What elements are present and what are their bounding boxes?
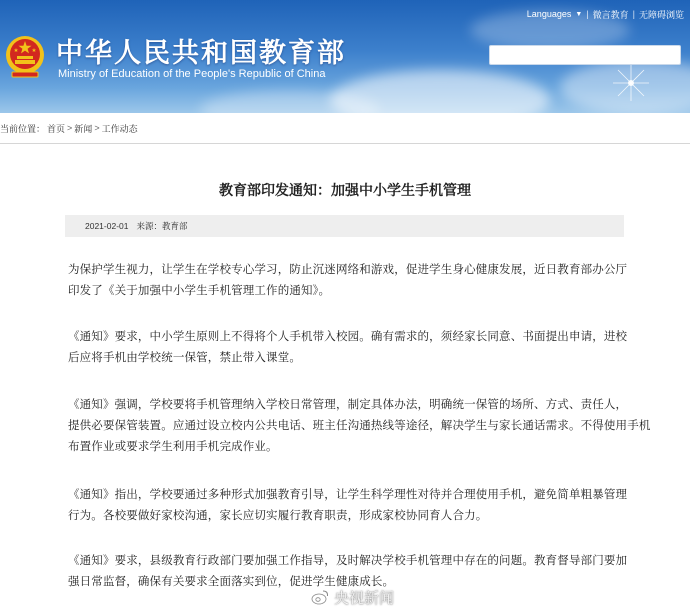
paragraph-line: 《通知》指出，学校要通过多种形式加强教育引导，让学生科学理性对待并合理使用手机，避免简单粗暴管理 xyxy=(68,487,628,501)
breadcrumb-work-news[interactable]: 工作动态 xyxy=(101,123,138,134)
link-separator: | xyxy=(632,9,635,19)
paragraph-line: 印发了《关于加强中小学生手机管理工作的通知》。 xyxy=(68,283,331,297)
breadcrumb-separator: > xyxy=(67,123,73,133)
national-emblem-icon[interactable] xyxy=(4,33,46,79)
paragraph-line: 提供必要保管装置。应通过设立校内公共电话、班主任沟通热线等途径，解决学生与家长通话需求。不得使用手机 xyxy=(68,418,651,432)
paragraph-line: 强日常监督，确保有关要求全面落实到位，促进学生健康成长。 xyxy=(68,574,395,588)
link-separator: | xyxy=(586,9,589,19)
top-links xyxy=(527,7,684,21)
article-paragraph xyxy=(68,394,651,457)
article-title: 教育部印发通知：加强中小学生手机管理 xyxy=(219,183,471,199)
dandelion-decoration-icon xyxy=(610,62,652,104)
paragraph-line: 行为。各校要做好家校沟通，家长应切实履行教育职责，形成家校协同育人合力。 xyxy=(68,508,488,522)
site-header xyxy=(0,0,690,113)
watermark xyxy=(311,586,394,608)
breadcrumb-separator: > xyxy=(94,123,100,133)
weibo-icon xyxy=(311,589,329,605)
paragraph-line: 后应将手机由学校统一保管，禁止带入课堂。 xyxy=(68,350,301,364)
article-paragraph xyxy=(68,259,628,301)
accessibility-link[interactable]: 无障碍浏览 xyxy=(638,9,684,20)
weiyan-jiaoyu-link[interactable]: 微言教育 xyxy=(592,9,629,20)
site-subtitle-english: Ministry of Education of the People's Republic of China xyxy=(58,68,326,80)
article-date: 2021-02-01 xyxy=(85,221,129,231)
article-meta xyxy=(65,215,624,237)
paragraph-line: 《通知》强调，学校要将手机管理纳入学校日常管理，制定具体办法，明确统一保管的场所、方式、责任人， xyxy=(68,397,628,411)
paragraph-line: 《通知》要求，县级教育行政部门要加强工作指导，及时解决学校手机管理中存在的问题。教育督导部门要加 xyxy=(68,553,628,567)
article-source: 来源：教育部 xyxy=(136,221,188,231)
article-paragraph xyxy=(68,484,628,526)
breadcrumb xyxy=(0,120,138,136)
breadcrumb-news[interactable]: 新闻 xyxy=(74,123,93,134)
search-input[interactable] xyxy=(489,45,681,65)
watermark-text: 央视新闻 xyxy=(334,588,395,607)
breadcrumb-prefix: 当前位置： xyxy=(0,123,46,134)
paragraph-line: 布置作业或要求学生利用手机完成作业。 xyxy=(68,439,278,453)
article-paragraph xyxy=(68,326,628,368)
languages-link[interactable]: Languages xyxy=(526,9,572,19)
site-title: 中华人民共和国教育部 xyxy=(56,38,346,69)
paragraph-line: 《通知》要求，中小学生原则上不得将个人手机带入校园。确有需求的，须经家长同意、书面提出申请，进校 xyxy=(68,329,628,343)
paragraph-line: 为保护学生视力，让学生在学校专心学习，防止沉迷网络和游戏，促进学生身心健康发展，近日教育部办公厅 xyxy=(68,262,628,276)
breadcrumb-home[interactable]: 首页 xyxy=(47,123,66,134)
divider xyxy=(0,143,690,144)
chevron-down-icon: ▼ xyxy=(575,10,583,18)
